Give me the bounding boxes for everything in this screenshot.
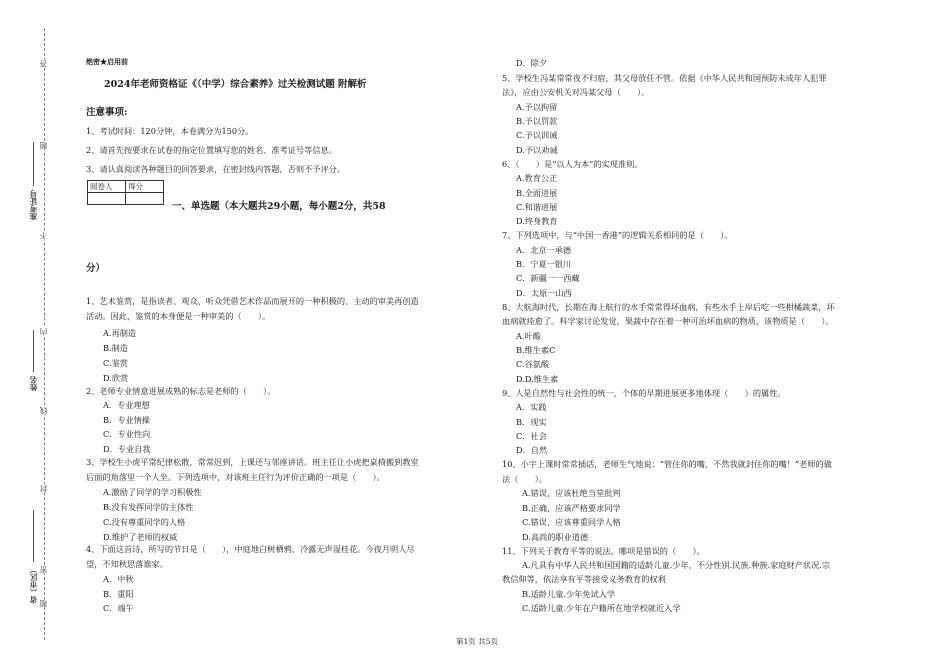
answer-option[interactable]: D．除夕 bbox=[516, 58, 548, 68]
answer-option[interactable]: D.D.维生素 bbox=[516, 374, 559, 384]
province-label: 省（市区） bbox=[29, 566, 38, 604]
answer-option[interactable]: A．实践 bbox=[516, 402, 547, 412]
section-heading: 一、单选题（本大题共29小题，每小题2分，共58 bbox=[172, 201, 386, 212]
question-stem: 法（ ）。 bbox=[502, 474, 548, 484]
answer-option[interactable]: A.激励了同学的学习积极性 bbox=[103, 487, 202, 497]
answer-option[interactable]: B.没有发挥同学的主体性 bbox=[103, 502, 194, 512]
answer-option[interactable]: B.全面进展 bbox=[516, 188, 558, 198]
question-stem: 8、大航海时代，长期在海上航行的水手常常得坏血病，有些水手上岸后吃一些柑橘蔬菜，坏 bbox=[502, 302, 835, 312]
question-stem: 9、人是自然性与社会性的统一，个体的早期进展更多地体现（ ）的属性。 bbox=[502, 388, 786, 398]
question-stem: 7、下列选项中，与“中国一香港”的逻辑关系相同的是（ ）。 bbox=[502, 230, 733, 240]
seal-char: 密 bbox=[39, 566, 48, 574]
question-stem: 活动。因此，鉴赏的本身便是一种审美的（ ）。 bbox=[86, 311, 271, 321]
answer-option[interactable]: C．新疆一一西藏 bbox=[516, 273, 580, 283]
answer-option[interactable]: A.予以拘留 bbox=[516, 102, 558, 112]
answer-option[interactable]: C．专业性向 bbox=[103, 429, 151, 439]
answer-option[interactable]: B.予以罚款 bbox=[516, 116, 558, 126]
score-box bbox=[87, 180, 164, 205]
answer-option[interactable]: D.高尚的职业道德 bbox=[522, 532, 589, 542]
answer-option[interactable]: B.制造 bbox=[103, 343, 128, 353]
question-stem: 5、学校生冯某常常夜不归宿，其父母放任不管。依据《中华人民共和国预防未成年人犯罪 bbox=[502, 73, 827, 83]
question-stem: 3、学校生小虎平常纪律松散，常常迟到，上课还与邻座讲话。班主任让小虎把桌椅搬到教室 bbox=[86, 457, 419, 467]
seal-char: 题 bbox=[39, 142, 48, 150]
page-number: 第1页 共5页 bbox=[456, 637, 498, 646]
seal-char: 答 bbox=[39, 60, 48, 68]
question-stem: 4、下面这首诗，所写的节日是（ ），中庭地白树栖鸦，冷露无声湿桂花。今夜月明人尽 bbox=[86, 544, 415, 554]
answer-option[interactable]: A.再制造 bbox=[103, 328, 137, 338]
answer-option[interactable]: C.没有尊重同学的人格 bbox=[103, 517, 186, 527]
answer-option[interactable]: A.叶酸 bbox=[516, 331, 541, 341]
answer-option[interactable]: D.终身教育 bbox=[516, 216, 558, 226]
question-stem: 1、艺术鉴赏，是指读者、观众、听众凭借艺术作品而展开的一种积极的、主动的审美再创造 bbox=[86, 296, 419, 306]
question-stem: 10、小宇上课时常常插话，老师生气地说：“管住你的嘴，不然我就封住你的嘴！”老师的做 bbox=[502, 459, 832, 469]
answer-option[interactable]: C.适龄儿童.少年在户籍所在地学校就近入学 bbox=[522, 603, 681, 613]
question-stem: 望，不知秋思落谁家。 bbox=[86, 559, 168, 569]
answer-option[interactable]: C.和谐进展 bbox=[516, 202, 558, 212]
note-item: 3、请认真阅读各种题目的回答要求，在密封线内答题，否则不予评分。 bbox=[86, 164, 346, 174]
answer-option[interactable]: D．太原一山西 bbox=[516, 288, 572, 298]
question-stem: 后面的角落里一个人坐。下列选项中，对该班主任行为评价正确的一项是（ ）。 bbox=[86, 472, 385, 482]
answer-option[interactable]: B.正确，应该严格要求同学 bbox=[522, 503, 621, 513]
seal-char: 内 bbox=[39, 328, 48, 336]
answer-option[interactable]: D.维护了老师的权威 bbox=[103, 532, 178, 542]
answer-option[interactable]: C.谷氨酸 bbox=[516, 359, 550, 369]
answer-option[interactable]: B．重阳 bbox=[103, 589, 134, 599]
answer-option[interactable]: D．专业自我 bbox=[103, 444, 151, 454]
answer-option[interactable]: D.欣赏 bbox=[103, 373, 129, 383]
seal-char: 题 bbox=[39, 600, 48, 608]
reviewer-blank[interactable] bbox=[88, 193, 126, 205]
note-item: 2、请首先按要求在试卷的指定位置填写您的姓名、准考证号等信息。 bbox=[86, 145, 337, 155]
answer-option[interactable]: A.错误，应该杜绝当堂批判 bbox=[522, 488, 621, 498]
score-blank[interactable] bbox=[126, 193, 164, 205]
notes-heading: 注意事项: bbox=[86, 107, 128, 118]
score-cell: 得分 bbox=[126, 181, 164, 193]
page-title: 2024年老师资格证《（中学）综合素养》过关检测试题 附解析 bbox=[104, 79, 367, 90]
answer-option[interactable]: B．专业情操 bbox=[103, 415, 150, 425]
answer-option[interactable]: C．社会 bbox=[516, 431, 547, 441]
answer-option[interactable]: C.予以训诫 bbox=[516, 130, 558, 140]
answer-option[interactable]: A.教育公正 bbox=[516, 173, 558, 183]
name-label: 姓名 bbox=[29, 376, 38, 391]
question-stem: 2、老师专业情意进展成熟的标志是老师的（ ）。 bbox=[86, 386, 276, 396]
answer-option[interactable]: D．自然 bbox=[516, 445, 548, 455]
reviewer-cell: 阅卷人 bbox=[88, 181, 126, 193]
question-stem: 11、下列关于教育平等的说法，哪项是错误的（ ）。 bbox=[502, 546, 705, 556]
note-item: 1、考试时间：120分钟，本卷满分为150分。 bbox=[86, 126, 254, 136]
question-stem: 法》，应由公安机关对冯某父母（ ）。 bbox=[502, 87, 650, 97]
seal-char: 线 bbox=[39, 407, 48, 415]
exam-number-label: 准考证号 bbox=[29, 190, 38, 220]
answer-option[interactable]: B.适龄儿童.少年免试入学 bbox=[522, 589, 616, 599]
answer-option[interactable]: A．专业理想 bbox=[103, 400, 150, 410]
secret-mark: 绝密★启用前 bbox=[86, 57, 128, 66]
answer-option[interactable]: C.错误，应该尊重同学人格 bbox=[522, 517, 621, 527]
answer-option[interactable]: A．中秋 bbox=[103, 574, 134, 584]
answer-option[interactable]: D.予以劝诫 bbox=[516, 145, 558, 155]
answer-option[interactable]: A.凡具有中华人民共和国国籍的适龄儿童.少年，不分性别.民族.种族.家庭财产状况.宗 bbox=[522, 560, 831, 570]
answer-option[interactable]: C.鉴赏 bbox=[103, 358, 128, 368]
answer-option[interactable]: B.维生素C bbox=[516, 345, 556, 355]
question-stem: 6、（ ）是“以人为本”的实现准则。 bbox=[502, 159, 643, 169]
seal-char: 不 bbox=[39, 232, 48, 240]
answer-option-cont: 教信仰等，依法享有平等接受义务教育的权利 bbox=[502, 574, 666, 584]
section-heading-cont: 分） bbox=[86, 263, 106, 274]
seal-char: 封 bbox=[39, 485, 48, 493]
answer-option[interactable]: B．宁夏一银川 bbox=[516, 259, 572, 269]
question-stem: 血病就痊愈了。科学家讨论发觉，果蔬中存在着一种可治坏血病的物质，该物质是（ ）。 bbox=[502, 316, 834, 326]
answer-option[interactable]: A．北京一承德 bbox=[516, 245, 572, 255]
answer-option[interactable]: C．端午 bbox=[103, 603, 134, 613]
answer-option[interactable]: B．现实 bbox=[516, 417, 547, 427]
